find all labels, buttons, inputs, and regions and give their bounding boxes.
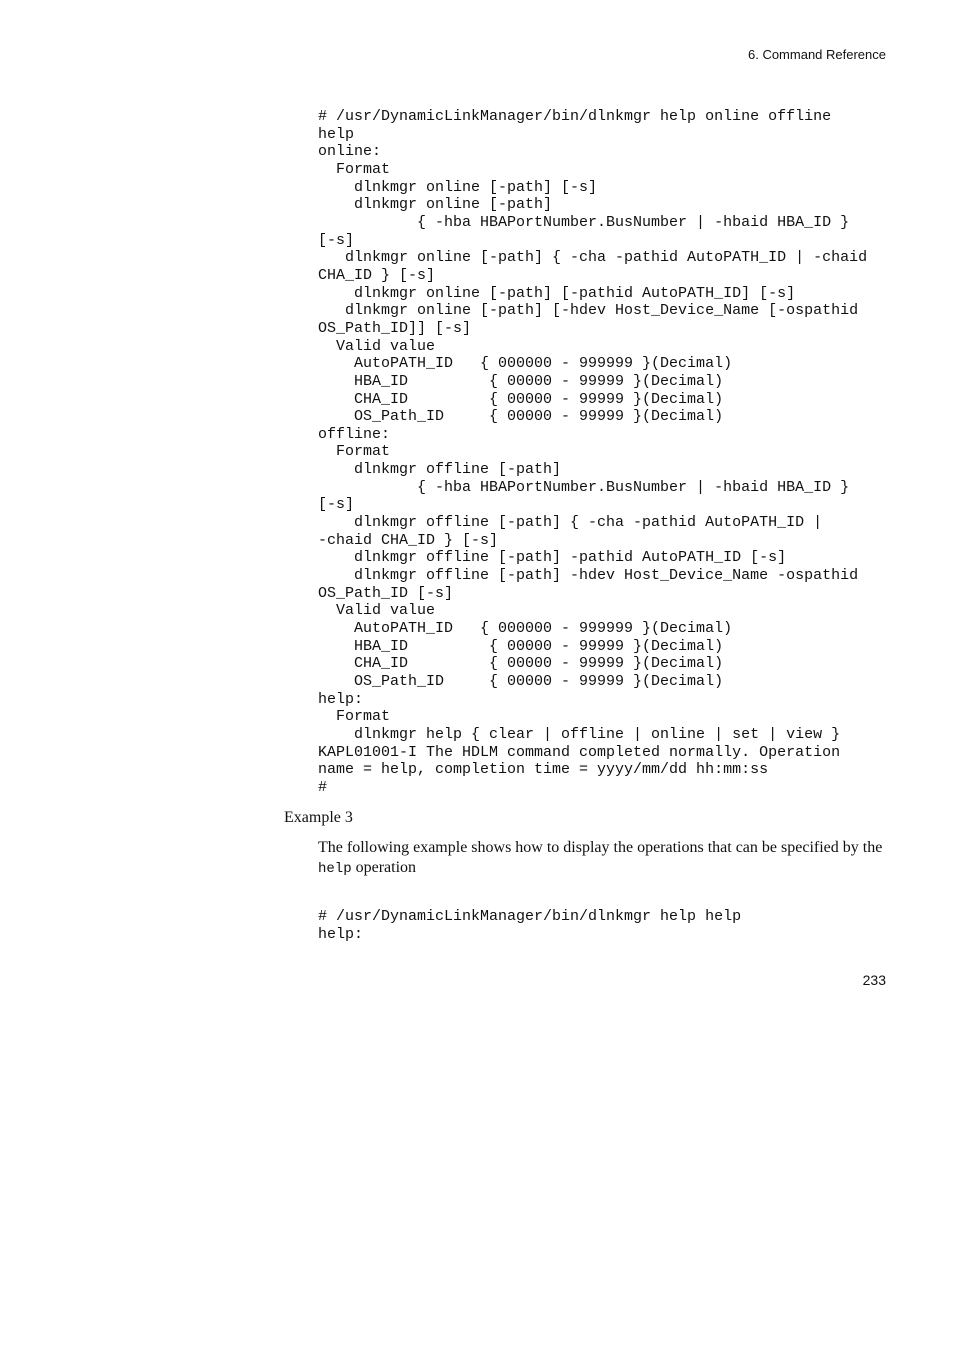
code-line: dlnkmgr online [-path] { -cha -pathid AutoPATH_ID | -chaid [318,249,868,267]
code-line: AutoPATH_ID { 000000 - 999999 }(Decimal) [318,620,733,638]
code-line: -chaid CHA_ID } [-s] [318,531,499,549]
code-line: OS_Path_ID { 00000 - 99999 }(Decimal) [318,408,724,426]
code-line: Format [318,443,391,461]
code-line: dlnkmgr online [-path] [-hdev Host_Device_Name [-ospathid [318,302,859,320]
code-line: [-s] [318,231,355,249]
code-line: Format [318,708,391,726]
code-block-help-online-offline [318,108,898,797]
description-text-after: operation [351,859,417,876]
code-line: HBA_ID { 00000 - 99999 }(Decimal) [318,637,724,655]
code-line: online: [318,143,382,161]
code-line: Valid value [318,337,436,355]
code-line: dlnkmgr offline [-path] -pathid AutoPATH_ID [-s] [318,549,787,567]
page-number: 233 [862,972,886,988]
code-line: { -hba HBAPortNumber.BusNumber | -hbaid HBA_ID } [318,478,850,496]
example-description [318,838,898,879]
code-line: AutoPATH_ID { 000000 - 999999 }(Decimal) [318,355,733,373]
code-line: name = help, completion time = yyyy/mm/dd hh:mm:ss [318,761,769,779]
code-block-help-help [318,908,898,943]
code-line: help: [318,690,364,708]
code-line: dlnkmgr help { clear | offline | online | set | view } [318,725,841,743]
code-line: offline: [318,425,391,443]
code-line: help: [318,925,364,943]
code-line: { -hba HBAPortNumber.BusNumber | -hbaid HBA_ID } [318,213,850,231]
code-line: KAPL01001-I The HDLM command completed normally. Operation [318,743,841,761]
code-line: dlnkmgr online [-path] [-pathid AutoPATH_ID] [-s] [318,284,796,302]
code-line: OS_Path_ID { 00000 - 99999 }(Decimal) [318,673,724,690]
code-line: Format [318,160,391,178]
code-line: [-s] [318,496,355,514]
code-line: help [318,125,355,143]
description-text-before: The following example shows how to display the operations that can be specified by the [318,839,883,856]
inline-code-help: help [318,861,352,877]
code-line: HBA_ID { 00000 - 99999 }(Decimal) [318,372,724,390]
code-line: dlnkmgr offline [-path] -hdev Host_Device_Name -ospathid [318,567,859,585]
code-line: OS_Path_ID]] [-s] [318,319,472,337]
code-line: Valid value [318,602,436,620]
code-line: dlnkmgr offline [-path] { -cha -pathid AutoPATH_ID | [318,514,823,532]
code-line: OS_Path_ID [-s] [318,584,454,602]
code-line: # [318,778,328,796]
code-line: dlnkmgr online [-path] [-s] [318,178,598,196]
example-heading: Example 3 [284,809,353,826]
code-line: dlnkmgr online [-path] [318,196,553,214]
running-header: 6. Command Reference [747,47,886,62]
code-line: CHA_ID } [-s] [318,266,436,284]
code-line: CHA_ID { 00000 - 99999 }(Decimal) [318,390,724,408]
code-line: # /usr/DynamicLinkManager/bin/dlnkmgr help help [318,908,742,925]
code-line: dlnkmgr offline [-path] [318,461,562,479]
code-line: # /usr/DynamicLinkManager/bin/dlnkmgr help online offline [318,108,832,125]
code-line: CHA_ID { 00000 - 99999 }(Decimal) [318,655,724,673]
